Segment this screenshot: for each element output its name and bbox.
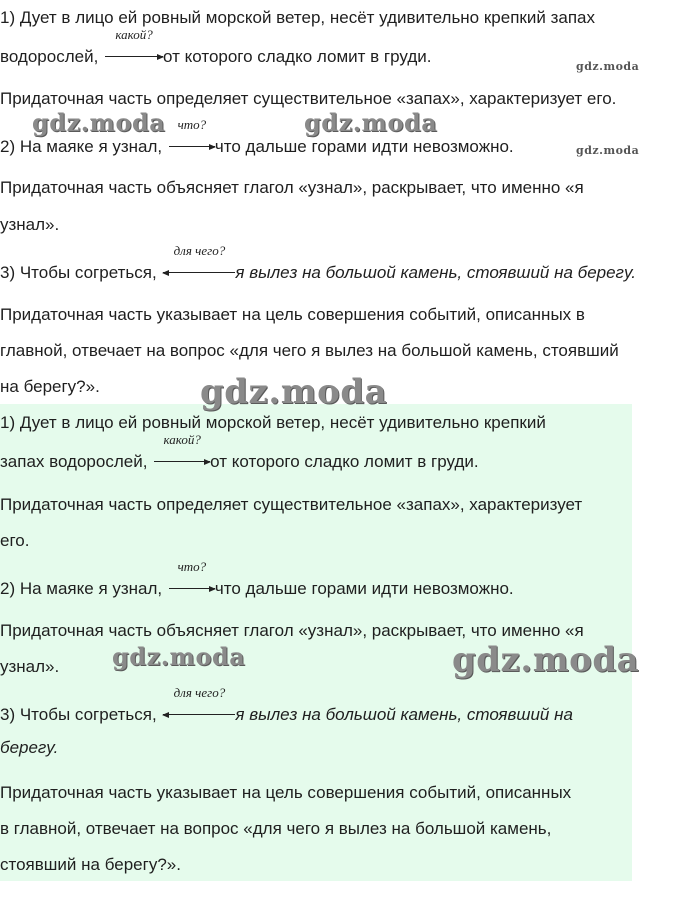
watermark-logo: gdz.moda: [304, 108, 438, 137]
explanation-3-line-1: Придаточная часть указывает на цель совершения событий, описанных в: [0, 305, 585, 324]
question-label: какой?: [115, 27, 153, 42]
explanation-1-line-2: его.: [0, 531, 30, 550]
question-arrow-right-icon: [169, 559, 215, 589]
question-label: для чего?: [173, 243, 226, 258]
question-arrow-right-icon: [169, 117, 215, 147]
watermark-logo: gdz.moda: [576, 144, 640, 157]
sentence-2-main-part: 2) На маяке я узнал,: [0, 137, 163, 156]
question-arrow-right-icon: [105, 27, 163, 57]
explanation-3-line-1: Придаточная часть указывает на цель совершения событий, описанных: [0, 783, 572, 802]
question-arrow-right-icon: [154, 432, 210, 462]
question-arrow-left-icon: [163, 243, 235, 273]
watermark-logo: gdz.moda: [452, 640, 640, 680]
explanation-1-line-1: Придаточная часть определяет существительное «запах», характеризует: [0, 495, 583, 514]
explanation-3-line-2: в главной, отвечает на вопрос «для чего я вылез на большой камень,: [0, 819, 552, 838]
explanation-3-line-3: стоявший на берегу?».: [0, 855, 181, 874]
watermark-logo: gdz.moda: [32, 108, 166, 137]
explanation-2-line-2: узнал».: [0, 215, 60, 234]
sentence-1-line-2: [0, 27, 432, 68]
sentence-3-subordinate-part: 3) Чтобы согреться,: [0, 263, 157, 282]
explanation-2-line-1: Придаточная часть объясняет глагол «узнал», раскрывает, что именно «я: [0, 621, 584, 640]
explanation-3-line-3: на берегу?».: [0, 377, 100, 396]
watermark-logo: gdz.moda: [200, 372, 388, 412]
explanation-2-line-2: узнал».: [0, 657, 60, 676]
sentence-1-main-part: водорослей,: [0, 47, 99, 66]
sentence-1-line-1: 1) Дует в лицо ей ровный морской ветер, несёт удивительно крепкий запах: [0, 8, 595, 27]
sentence-3-line-1: [0, 685, 573, 726]
watermark-logo: gdz.moda: [112, 642, 246, 671]
sentence-1-line-2: [0, 432, 479, 473]
sentence-1-main-part: запах водорослей,: [0, 452, 148, 471]
watermark-logo: gdz.moda: [576, 60, 640, 73]
question-label: что?: [177, 117, 207, 132]
question-label: для чего?: [173, 685, 226, 700]
sentence-3: [0, 243, 637, 284]
explanation-1: Придаточная часть определяет существительное «запах», характеризует его.: [0, 89, 617, 108]
explanation-3-line-2: главной, отвечает на вопрос «для чего я вылез на большой камень, стоявший: [0, 341, 619, 360]
sentence-3-main-part: я вылез на большой камень, стоявший на берегу.: [235, 263, 637, 282]
sentence-3-subordinate-part: 3) Чтобы согреться,: [0, 705, 157, 724]
sentence-1-subordinate-part: от которого сладко ломит в груди.: [210, 452, 479, 471]
sentence-3-main-part: я вылез на большой камень, стоявший на: [235, 705, 573, 724]
explanation-2-line-1: Придаточная часть объясняет глагол «узнал», раскрывает, что именно «я: [0, 178, 584, 197]
sentence-2-subordinate-part: что дальше горами идти невозможно.: [214, 579, 514, 598]
sentence-3-line-2: берегу.: [0, 738, 59, 757]
question-label: что?: [177, 559, 207, 574]
sentence-2-subordinate-part: что дальше горами идти невозможно.: [214, 137, 514, 156]
sentence-1-line-1: 1) Дует в лицо ей ровный морской ветер, несёт удивительно крепкий: [0, 413, 546, 432]
question-label: какой?: [163, 432, 201, 447]
question-arrow-left-icon: [163, 685, 235, 715]
sentence-2: [0, 559, 514, 600]
sentence-1-subordinate-part: от которого сладко ломит в груди.: [163, 47, 432, 66]
sentence-2-main-part: 2) На маяке я узнал,: [0, 579, 163, 598]
